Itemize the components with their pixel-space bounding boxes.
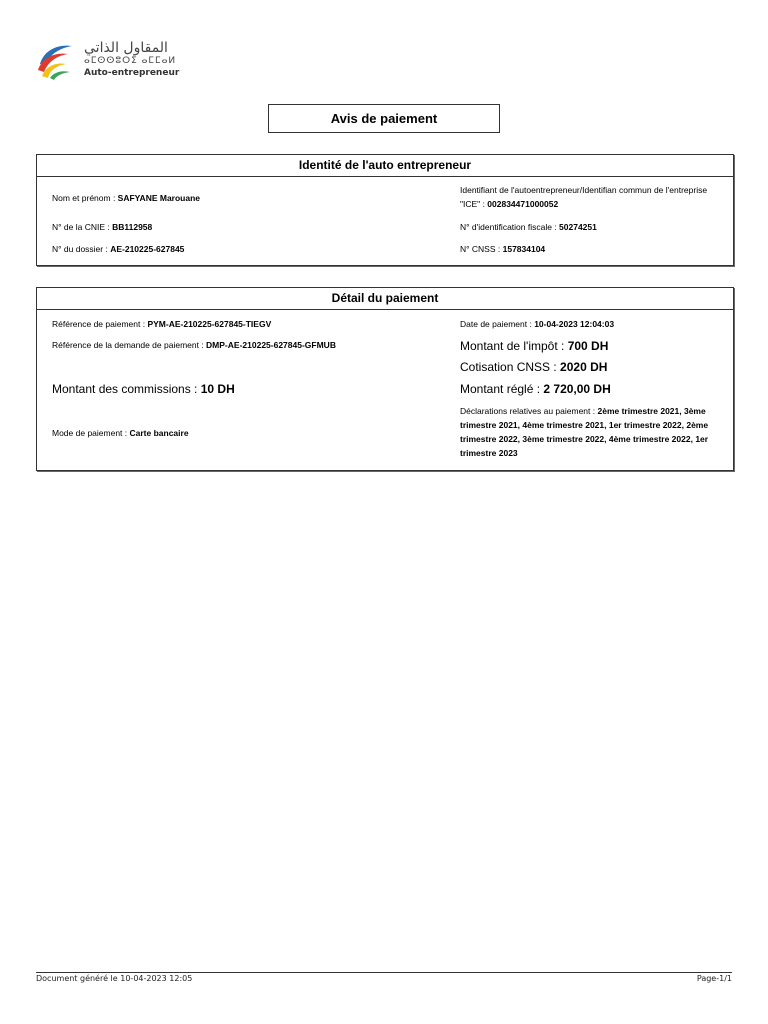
- tax-amount-value: 700 DH: [567, 339, 609, 353]
- fiscal-label: N° d'identification fiscale :: [460, 222, 560, 232]
- commission-field: [52, 381, 235, 397]
- demand-ref-field: [52, 338, 336, 352]
- ice-value: 002834471000052: [487, 199, 559, 209]
- cnie-label: N° de la CNIE :: [52, 222, 113, 232]
- dossier-field: [52, 242, 184, 256]
- footer-generated: Document généré le 10-04-2023 12:05: [36, 974, 193, 983]
- commission-value: 10 DH: [200, 382, 235, 396]
- declarations-value: 2ème trimestre 2021, 3ème trimestre 2021, 4ème trimestre 2021, 1er trimestre 2022, 2ème trimestre 2022, 3ème trimestre 2022, 4ème trimestre 2022, 1er trimestre 2023: [460, 406, 709, 458]
- identity-section: [36, 154, 734, 266]
- paid-amount-label: Montant réglé :: [460, 382, 544, 396]
- name-label: Nom et prénom :: [52, 193, 118, 203]
- commission-label: Montant des commissions :: [52, 382, 201, 396]
- payment-ref-label: Référence de paiement :: [52, 319, 148, 329]
- fiscal-value: 50274251: [559, 222, 597, 232]
- tax-amount-label: Montant de l'impôt :: [460, 339, 568, 353]
- payment-mode-value: Carte bancaire: [129, 428, 189, 438]
- cnie-field: [52, 220, 152, 234]
- logo: [36, 38, 180, 84]
- identity-heading: Identité de l'auto entrepreneur: [37, 155, 733, 177]
- declarations-field: [460, 404, 710, 460]
- payment-date-field: [460, 317, 614, 331]
- dossier-label: N° du dossier :: [52, 244, 111, 254]
- payment-section: [36, 287, 734, 471]
- payment-ref-value: PYM-AE-210225-627845-TIEGV: [147, 319, 272, 329]
- tax-amount-field: [460, 338, 608, 354]
- cnss-number-value: 157834104: [502, 244, 546, 254]
- payment-date-label: Date de paiement :: [460, 319, 535, 329]
- demand-ref-value: DMP-AE-210225-627845-GFMUB: [206, 340, 336, 350]
- payment-mode-field: [52, 426, 189, 440]
- ice-field: [460, 183, 710, 211]
- declarations-label: Déclarations relatives au paiement :: [460, 406, 598, 416]
- payment-date-value: 10-04-2023 12:04:03: [534, 319, 615, 329]
- paid-amount-field: [460, 381, 611, 397]
- dossier-value: AE-210225-627845: [110, 244, 185, 254]
- payment-mode-label: Mode de paiement :: [52, 428, 130, 438]
- cnss-contribution-label: Cotisation CNSS :: [460, 360, 561, 374]
- demand-ref-label: Référence de la demande de paiement :: [52, 340, 207, 350]
- cnss-number-field: [460, 242, 545, 256]
- logo-french-text: Auto-entrepreneur: [84, 68, 180, 78]
- payment-heading: Détail du paiement: [37, 288, 733, 310]
- paid-amount-value: 2 720,00 DH: [543, 382, 611, 396]
- cnie-value: BB112958: [112, 222, 153, 232]
- payment-ref-field: [52, 317, 271, 331]
- logo-arabic-text: المقاول الذاتي: [84, 40, 168, 56]
- footer-page-number: Page-1/1: [696, 974, 732, 983]
- fiscal-field: [460, 220, 597, 234]
- footer-divider: [36, 972, 732, 973]
- cnss-number-label: N° CNSS :: [460, 244, 503, 254]
- ice-label: Identifiant de l'autoentrepreneur/Identifian commun de l'entreprise "ICE" :: [460, 185, 708, 209]
- logo-tifinagh-text: ⴰⵎⵙⵙⵓⵔⵉ ⴰⵎⵎⴰⵍ: [84, 56, 177, 66]
- name-field: [52, 191, 200, 205]
- name-value: SAFYANE Marouane: [117, 193, 201, 203]
- cnss-contribution-field: [460, 359, 607, 375]
- document-title: Avis de paiement: [268, 104, 500, 133]
- logo-mark-icon: [36, 38, 82, 84]
- cnss-contribution-value: 2020 DH: [560, 360, 608, 374]
